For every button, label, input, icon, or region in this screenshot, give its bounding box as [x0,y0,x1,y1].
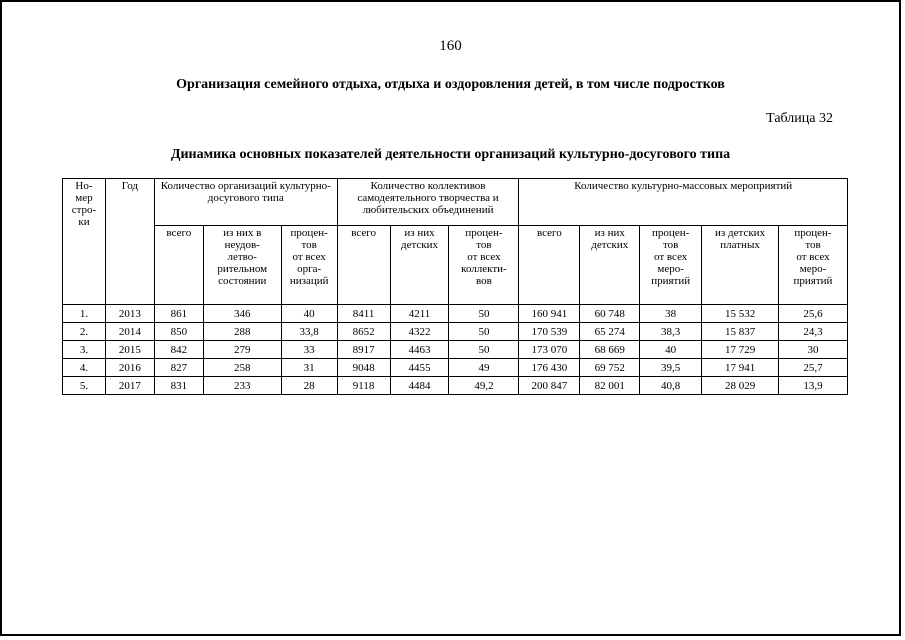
cell-org-poor: 258 [203,359,281,377]
header-row-number: Но- мер стро- ки [63,179,106,305]
cell-col-children: 4211 [390,305,449,323]
cell-org-total: 827 [154,359,203,377]
cell-ev-paid-pct: 30 [779,341,848,359]
cell-year: 2017 [105,377,154,395]
cell-ev-pct: 39,5 [640,359,702,377]
cell-ev-children: 65 274 [580,323,640,341]
page-number: 160 [439,38,462,54]
cell-org-total: 850 [154,323,203,341]
indicators-table [62,178,848,395]
cell-col-total: 8652 [337,323,390,341]
header-ev-pct: процен- тов от всех меро- приятий [640,226,702,305]
header-col-pct: процен- тов от всех коллекти- вов [449,226,519,305]
cell-ev-paid-pct: 25,7 [779,359,848,377]
cell-ev-paid: 17 941 [702,359,779,377]
cell-ev-total: 160 941 [519,305,580,323]
cell-org-pct: 40 [281,305,337,323]
cell-row-number: 4. [63,359,106,377]
cell-org-poor: 233 [203,377,281,395]
cell-ev-paid-pct: 25,6 [779,305,848,323]
header-organizations: Количество организаций культурно-досугового типа [154,179,337,226]
cell-org-poor: 279 [203,341,281,359]
cell-col-pct: 49,2 [449,377,519,395]
cell-col-pct: 50 [449,305,519,323]
table-row [63,341,848,359]
cell-ev-paid-pct: 13,9 [779,377,848,395]
header-collectives: Количество коллективов самодеятельного творчества и любительских объединений [337,179,519,226]
cell-year: 2013 [105,305,154,323]
table-label: Таблица 32 [766,111,833,126]
cell-ev-paid: 17 729 [702,341,779,359]
cell-org-pct: 33,8 [281,323,337,341]
cell-ev-paid: 15 837 [702,323,779,341]
cell-row-number: 3. [63,341,106,359]
cell-year: 2014 [105,323,154,341]
table-row [63,377,848,395]
header-year: Год [105,179,154,305]
cell-ev-pct: 40 [640,341,702,359]
cell-ev-children: 82 001 [580,377,640,395]
cell-row-number: 2. [63,323,106,341]
cell-row-number: 1. [63,305,106,323]
header-org-pct: процен- тов от всех орга- низаций [281,226,337,305]
cell-col-pct: 50 [449,341,519,359]
cell-year: 2015 [105,341,154,359]
cell-ev-paid: 28 029 [702,377,779,395]
cell-ev-pct: 40,8 [640,377,702,395]
cell-col-total: 8411 [337,305,390,323]
header-ev-children: из них детских [580,226,640,305]
cell-ev-total: 200 847 [519,377,580,395]
cell-col-children: 4322 [390,323,449,341]
cell-org-poor: 346 [203,305,281,323]
cell-col-children: 4484 [390,377,449,395]
cell-ev-children: 68 669 [580,341,640,359]
cell-org-pct: 28 [281,377,337,395]
cell-col-pct: 49 [449,359,519,377]
cell-ev-children: 60 748 [580,305,640,323]
cell-ev-total: 176 430 [519,359,580,377]
cell-ev-pct: 38 [640,305,702,323]
cell-col-total: 9118 [337,377,390,395]
cell-ev-pct: 38,3 [640,323,702,341]
header-events: Количество культурно-массовых мероприятий [519,179,848,226]
cell-ev-paid-pct: 24,3 [779,323,848,341]
cell-org-total: 861 [154,305,203,323]
header-col-children: из них детских [390,226,449,305]
table-row [63,305,848,323]
cell-org-pct: 31 [281,359,337,377]
cell-col-children: 4463 [390,341,449,359]
cell-ev-total: 170 539 [519,323,580,341]
cell-col-children: 4455 [390,359,449,377]
header-ev-paid-pct: процен- тов от всех меро- приятий [779,226,848,305]
table-row [63,323,848,341]
header-ev-paid: из детских платных [702,226,779,305]
cell-org-total: 842 [154,341,203,359]
cell-col-total: 9048 [337,359,390,377]
cell-org-pct: 33 [281,341,337,359]
cell-col-total: 8917 [337,341,390,359]
cell-year: 2016 [105,359,154,377]
cell-col-pct: 50 [449,323,519,341]
table-row [63,359,848,377]
table-title: Динамика основных показателей деятельности организаций культурно-досугового типа [170,147,731,162]
cell-row-number: 5. [63,377,106,395]
header-org-total: всего [154,226,203,305]
cell-ev-children: 69 752 [580,359,640,377]
cell-org-poor: 288 [203,323,281,341]
header-col-total: всего [337,226,390,305]
section-title: Организация семейного отдыха, отдыха и оздоровления детей, в том числе подростков [176,77,725,92]
cell-ev-paid: 15 532 [702,305,779,323]
cell-org-total: 831 [154,377,203,395]
header-org-poor: из них в неудов- летво- рительном состоянии [203,226,281,305]
header-ev-total: всего [519,226,580,305]
cell-ev-total: 173 070 [519,341,580,359]
